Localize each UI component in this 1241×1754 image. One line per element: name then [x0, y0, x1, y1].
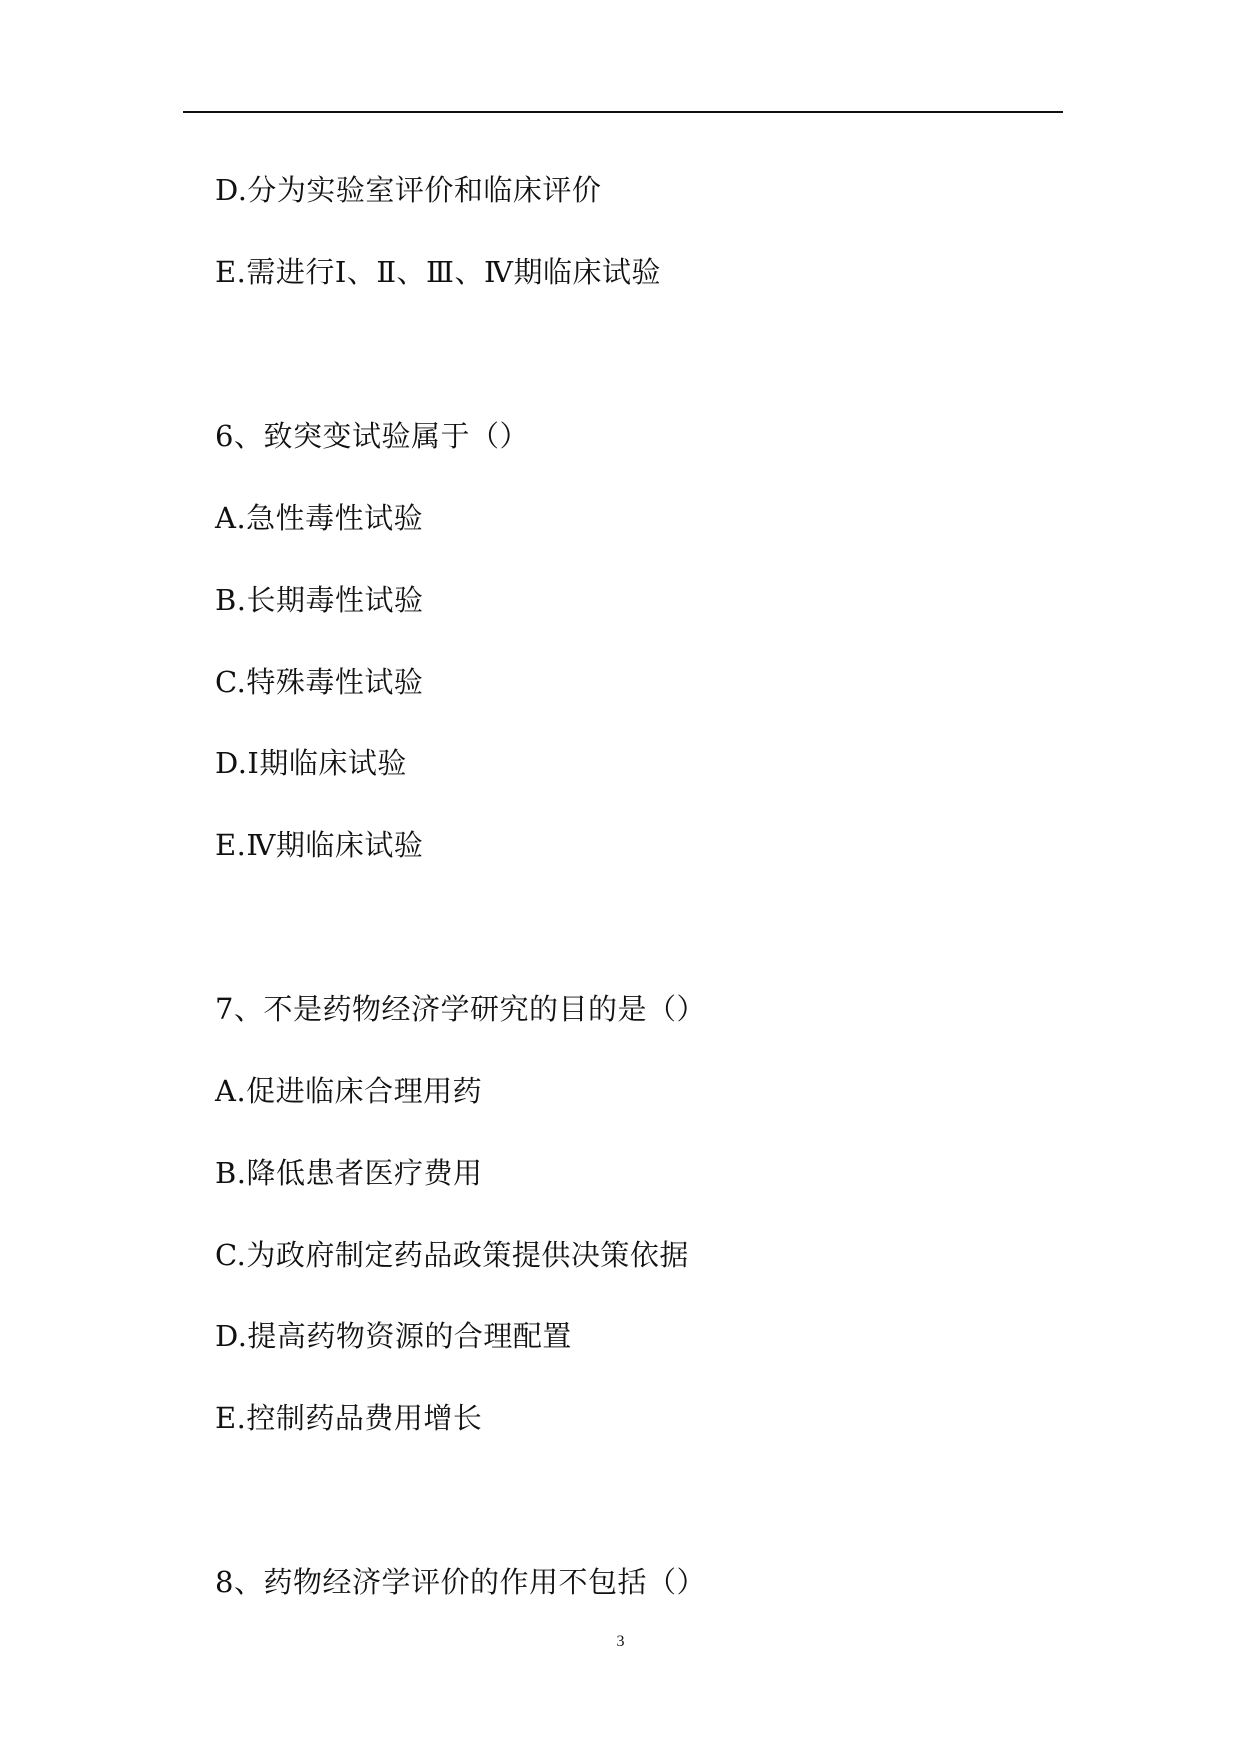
q6-option-d: D.Ⅰ期临床试验	[215, 746, 407, 780]
q7-option-a: A.促进临床合理用药	[215, 1074, 483, 1108]
q7-option-b: B.降低患者医疗费用	[215, 1156, 483, 1190]
q5-option-e: E.需进行Ⅰ、Ⅱ、Ⅲ、Ⅳ期临床试验	[215, 255, 661, 289]
q6-option-a: A.急性毒性试验	[215, 501, 424, 535]
q7-option-d: D.提高药物资源的合理配置	[215, 1319, 572, 1353]
page-number: 3	[616, 1633, 625, 1650]
header-rule	[183, 111, 1063, 113]
q7-option-e: E.控制药品费用增长	[215, 1401, 483, 1435]
q8-stem: 8、药物经济学评价的作用不包括（）	[215, 1565, 706, 1599]
q5-option-d: D.分为实验室评价和临床评价	[215, 173, 602, 207]
q6-option-b: B.长期毒性试验	[215, 583, 424, 617]
q6-stem: 6、致突变试验属于（）	[215, 419, 529, 453]
q6-option-e: E.Ⅳ期临床试验	[215, 828, 424, 862]
q7-option-c: C.为政府制定药品政策提供决策依据	[215, 1238, 689, 1272]
q6-option-c: C.特殊毒性试验	[215, 665, 424, 699]
q7-stem: 7、不是药物经济学研究的目的是（）	[215, 992, 706, 1026]
